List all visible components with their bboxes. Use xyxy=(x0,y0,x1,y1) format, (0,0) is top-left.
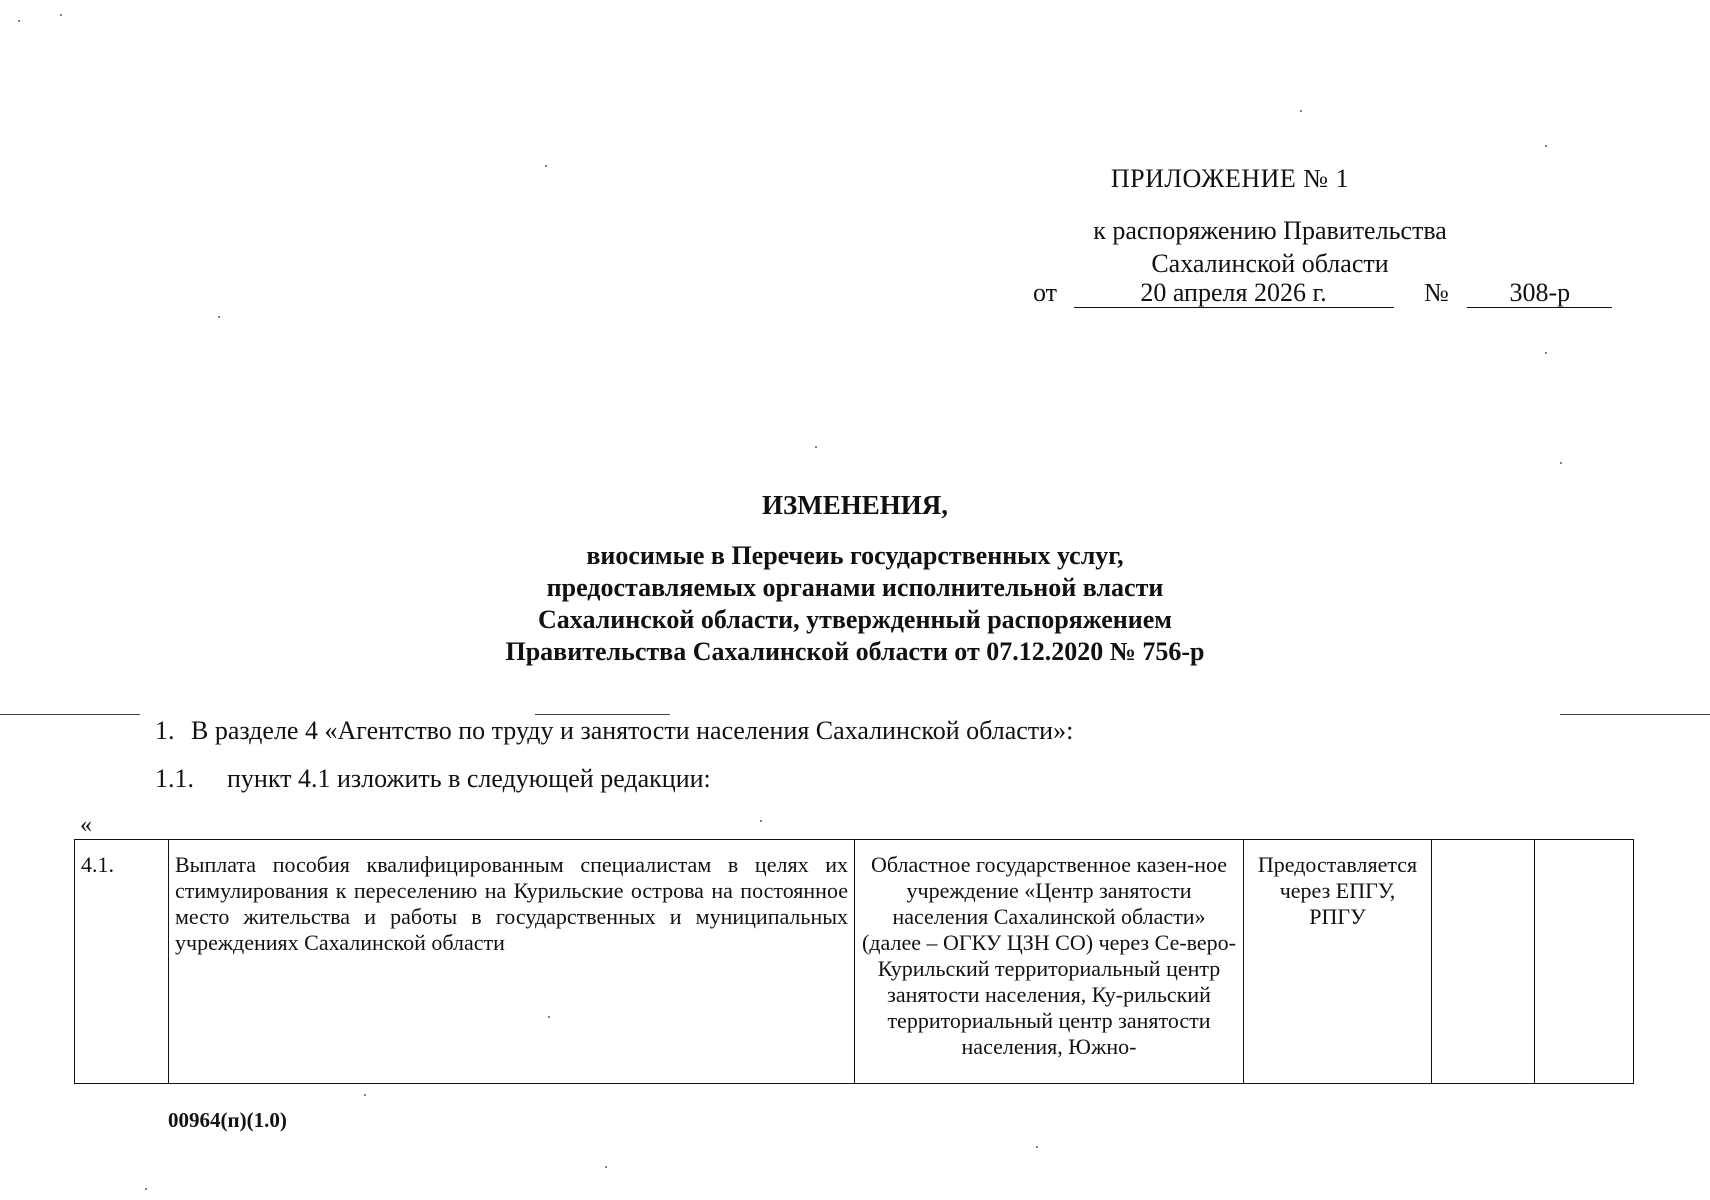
cell-empty-1 xyxy=(1432,840,1535,1084)
cell-item-number: 4.1. xyxy=(75,840,169,1084)
subtitle-line: виосимые в Перечеиь государственных услуг, xyxy=(586,541,1124,570)
document-title: ИЗМЕНЕНИЯ, xyxy=(761,490,948,520)
services-table xyxy=(74,839,1634,1084)
document-code: 00964(п)(1.0) xyxy=(168,1108,287,1132)
paragraph-1-1-text: пункт 4.1 изложить в следующей редакции: xyxy=(227,764,711,793)
scan-speck xyxy=(1300,110,1302,112)
scan-speck xyxy=(815,446,817,448)
cell-organization: Областное государственное казен-ное учреждение «Центр занятости населения Сахалинской области» (далее – ОГКУ ЦЗН СО) через Се-веро-Курильский территориальный центр занятости населения, Ку-рильский территориальный центр занятости населения, Южно- xyxy=(855,840,1244,1084)
cell-empty-2 xyxy=(1535,840,1634,1084)
subtitle-line: Сахалинской области, утвержденный распоряжением xyxy=(538,605,1172,634)
scan-speck xyxy=(145,1188,147,1190)
scan-artifact-line xyxy=(535,714,670,715)
scan-speck xyxy=(218,316,220,318)
order-date-line xyxy=(1033,278,1612,308)
order-number: 308-р xyxy=(1467,279,1612,308)
paragraph-1-1 xyxy=(155,764,711,794)
number-label: № xyxy=(1424,278,1449,307)
scan-speck xyxy=(60,14,62,16)
cell-provision-method: Предоставляется через ЕПГУ, РПГУ xyxy=(1244,840,1432,1084)
subtitle-line: предоставляемых органами исполнительной власти xyxy=(546,573,1164,602)
paragraph-1-1-number: 1.1. xyxy=(155,764,194,793)
table-row xyxy=(75,840,1634,1084)
scan-speck xyxy=(18,20,20,22)
opening-quote: « xyxy=(80,812,92,838)
order-reference-line2: Сахалинской области xyxy=(1151,249,1389,278)
scan-speck xyxy=(1036,1146,1038,1148)
document-subtitle xyxy=(0,540,1710,668)
appendix-heading: ПРИЛОЖЕНИЕ № 1 xyxy=(1110,164,1350,193)
scan-speck xyxy=(1560,462,1562,464)
order-reference xyxy=(1090,214,1450,280)
paragraph-1 xyxy=(155,716,1073,746)
scan-speck xyxy=(1545,145,1547,147)
scan-speck xyxy=(545,165,547,167)
cell-service-name: Выплата пособия квалифицированным специалистам в целях их стимулирования к переселению на Курильские острова на постоянное место жительства и работы в государственных и муниципальных учреждениях Сахалинской области xyxy=(169,840,855,1084)
scan-speck xyxy=(1545,352,1547,354)
paragraph-1-number: 1. xyxy=(155,716,175,745)
paragraph-1-text: В разделе 4 «Агентство по труду и занятости населения Сахалинской области»: xyxy=(191,716,1074,745)
order-reference-line1: к распоряжению Правительства xyxy=(1093,216,1447,245)
scan-artifact-line xyxy=(1560,714,1710,715)
order-date: 20 апреля 2026 г. xyxy=(1074,279,1394,308)
date-prefix: от xyxy=(1033,278,1058,307)
scan-speck xyxy=(548,1016,550,1018)
scan-artifact-line xyxy=(0,714,140,715)
scan-speck xyxy=(760,820,762,822)
scan-speck xyxy=(364,1094,366,1096)
scan-speck xyxy=(605,1166,607,1168)
subtitle-line: Правительства Сахалинской области от 07.12.2020 № 756-р xyxy=(505,637,1205,666)
